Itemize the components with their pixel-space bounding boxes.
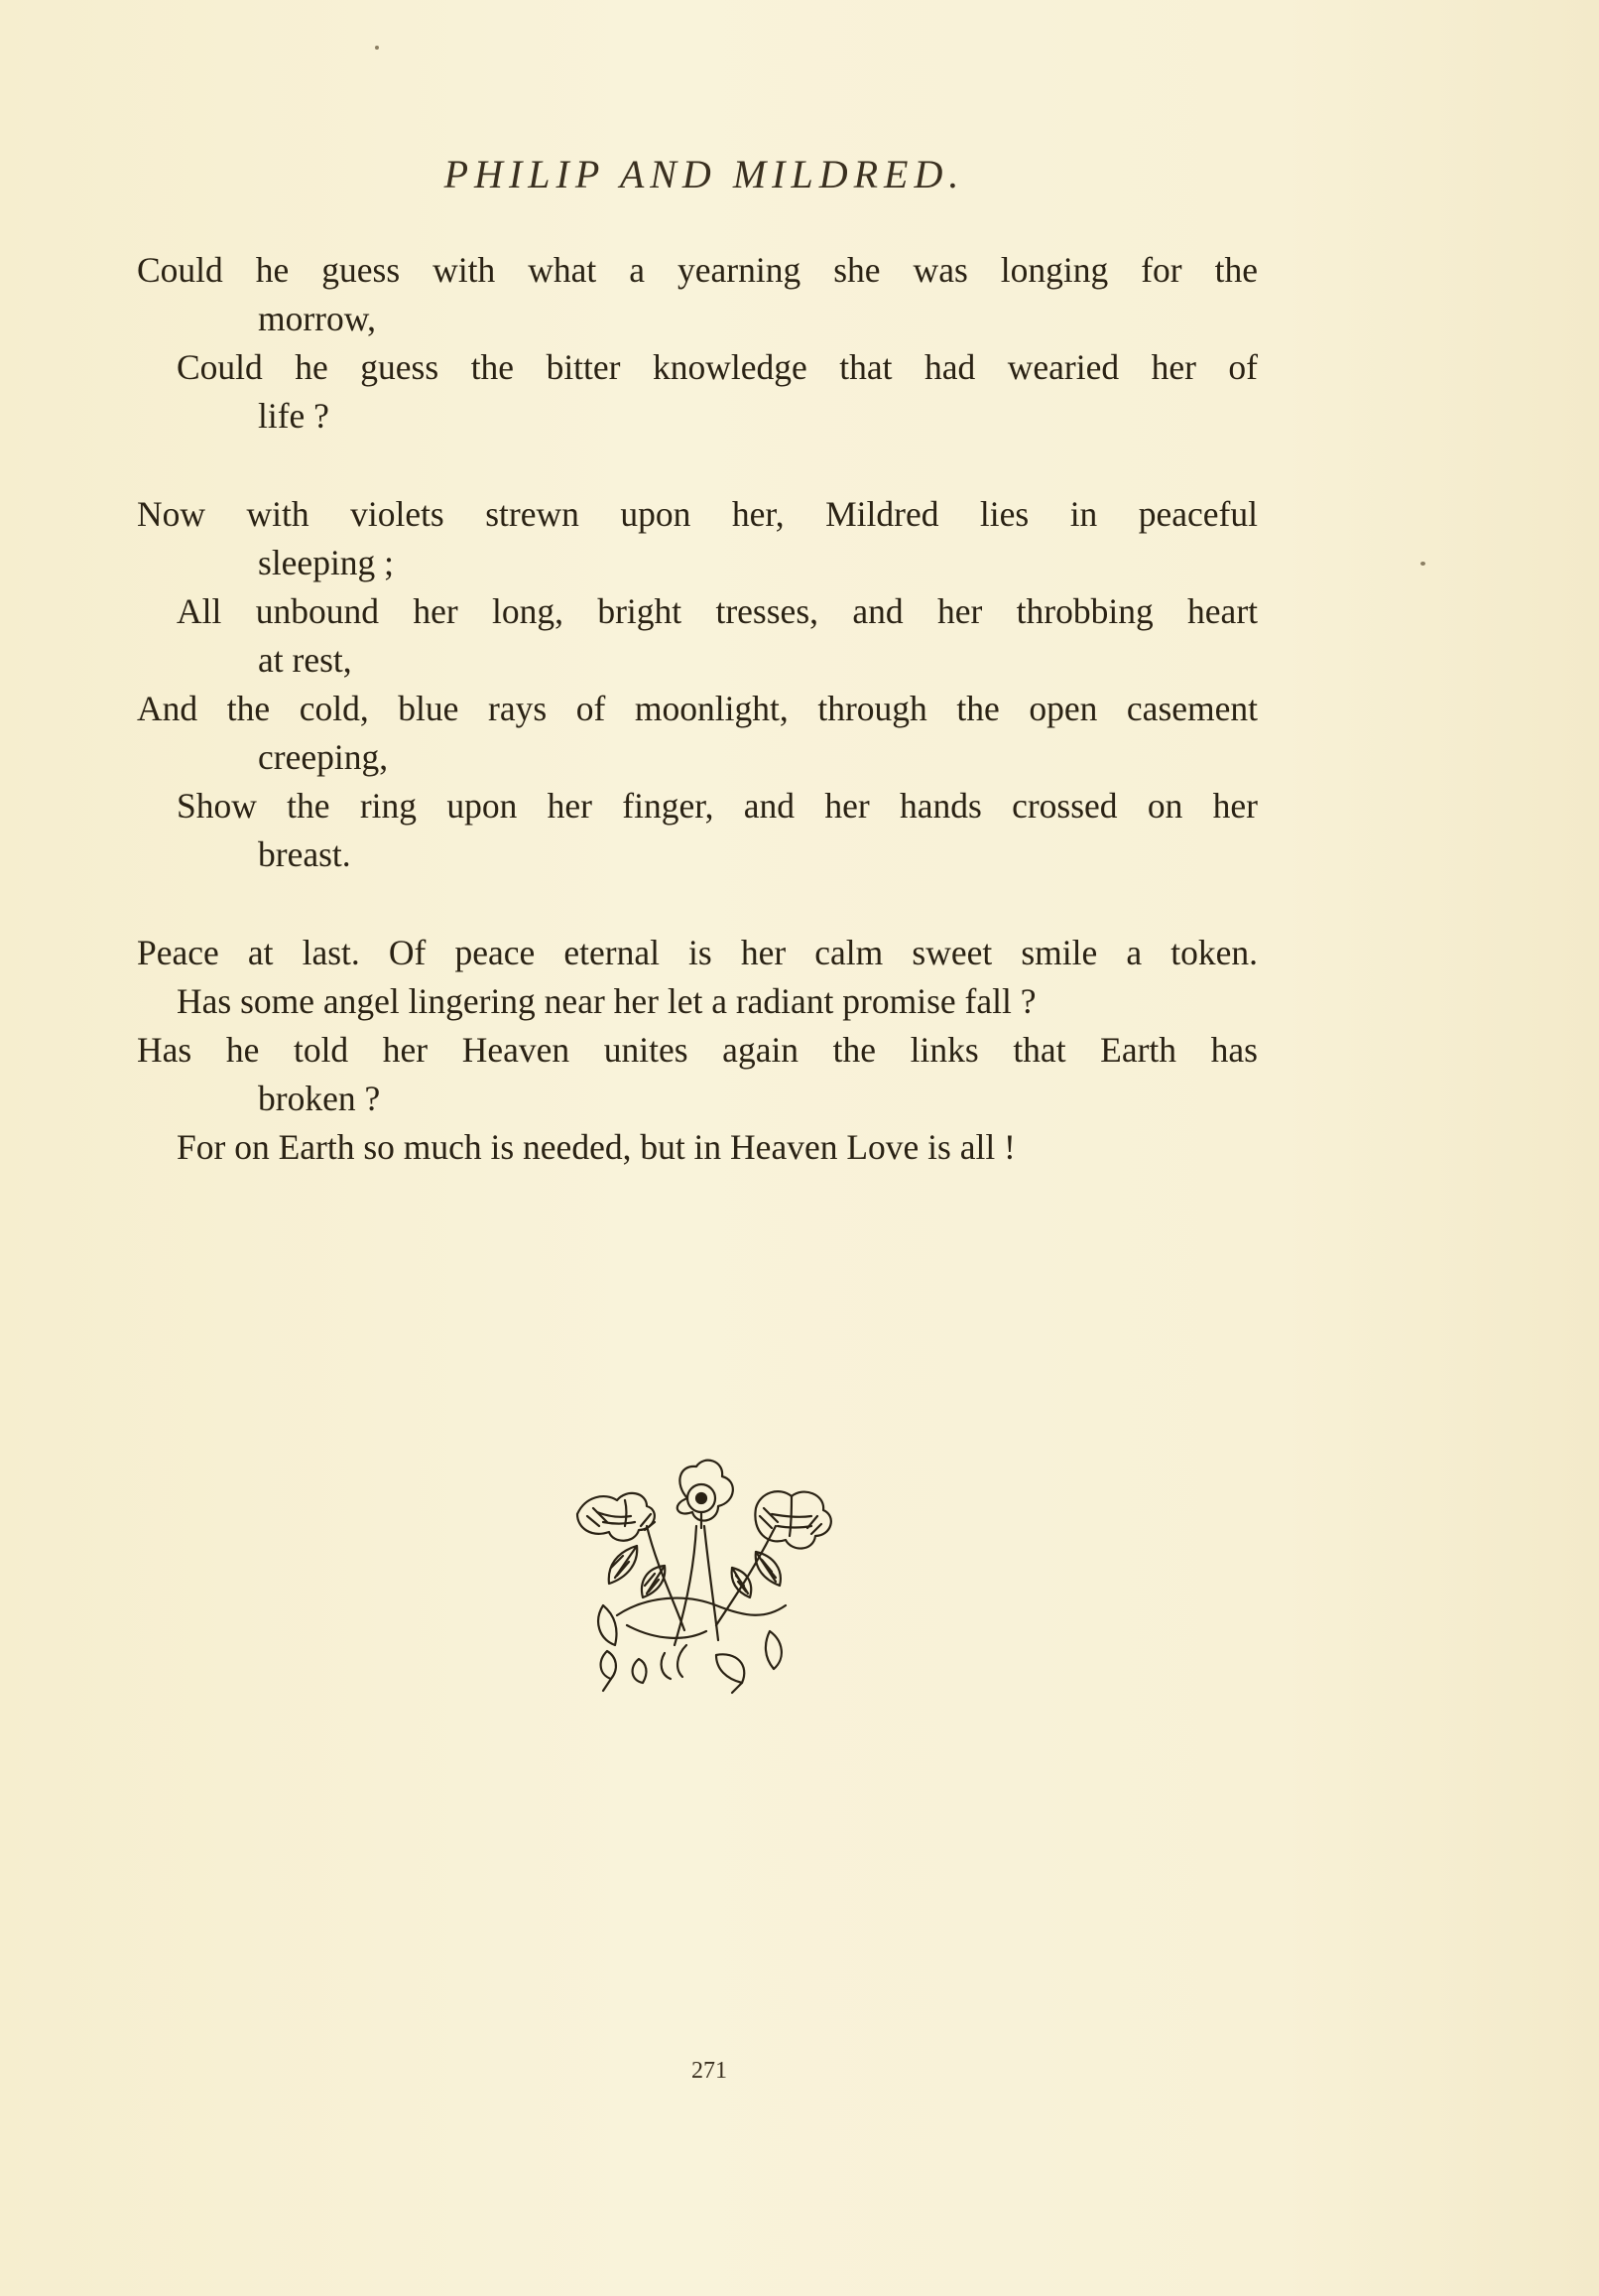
line-continuation: breast.	[258, 834, 351, 874]
poem-line	[137, 977, 1258, 1026]
line-text: Could he guess the bitter knowledge that had wearied her of	[177, 347, 1258, 387]
stanza-2	[137, 490, 1258, 879]
poem-line	[137, 587, 1258, 685]
poem-line	[137, 685, 1258, 782]
line-text: For on Earth so much is needed, but in Heaven Love is all !	[177, 1127, 1016, 1167]
line-text: Has some angel lingering near her let a radiant promise fall ?	[177, 981, 1037, 1021]
line-continuation: broken ?	[258, 1079, 381, 1118]
line-text: Could he guess with what a yearning she was longing for the	[137, 250, 1258, 290]
line-text: Show the ring upon her finger, and her hands crossed on her	[177, 786, 1258, 826]
line-continuation: at rest,	[258, 640, 352, 680]
poem-line	[137, 343, 1258, 441]
poem-line	[137, 490, 1258, 587]
stanza-3	[137, 929, 1258, 1172]
line-text: All unbound her long, bright tresses, and her throbbing heart	[177, 591, 1258, 631]
poem-line	[137, 929, 1258, 977]
line-continuation: life ?	[258, 396, 329, 436]
line-text: And the cold, blue rays of moonlight, through the open casement	[137, 689, 1258, 728]
line-continuation: morrow,	[258, 299, 376, 338]
line-continuation: sleeping ;	[258, 543, 395, 582]
page-number: 271	[691, 2058, 727, 2084]
paper-speck	[1420, 562, 1425, 566]
floral-tailpiece-icon	[548, 1457, 855, 1695]
poem-line	[137, 246, 1258, 343]
poem-line	[137, 782, 1258, 879]
line-text: Now with violets strewn upon her, Mildred lies in peaceful	[137, 494, 1258, 534]
stanza-1	[137, 246, 1258, 441]
line-text: Peace at last. Of peace eternal is her calm sweet smile a token.	[137, 933, 1258, 972]
running-title: PHILIP AND MILDRED.	[443, 152, 965, 196]
poem-line	[137, 1026, 1258, 1123]
line-continuation: creeping,	[258, 737, 389, 777]
paper-speck	[375, 46, 379, 50]
poem-body	[137, 246, 1258, 1221]
line-text: Has he told her Heaven unites again the links that Earth has	[137, 1030, 1258, 1070]
poem-line	[137, 1123, 1258, 1172]
